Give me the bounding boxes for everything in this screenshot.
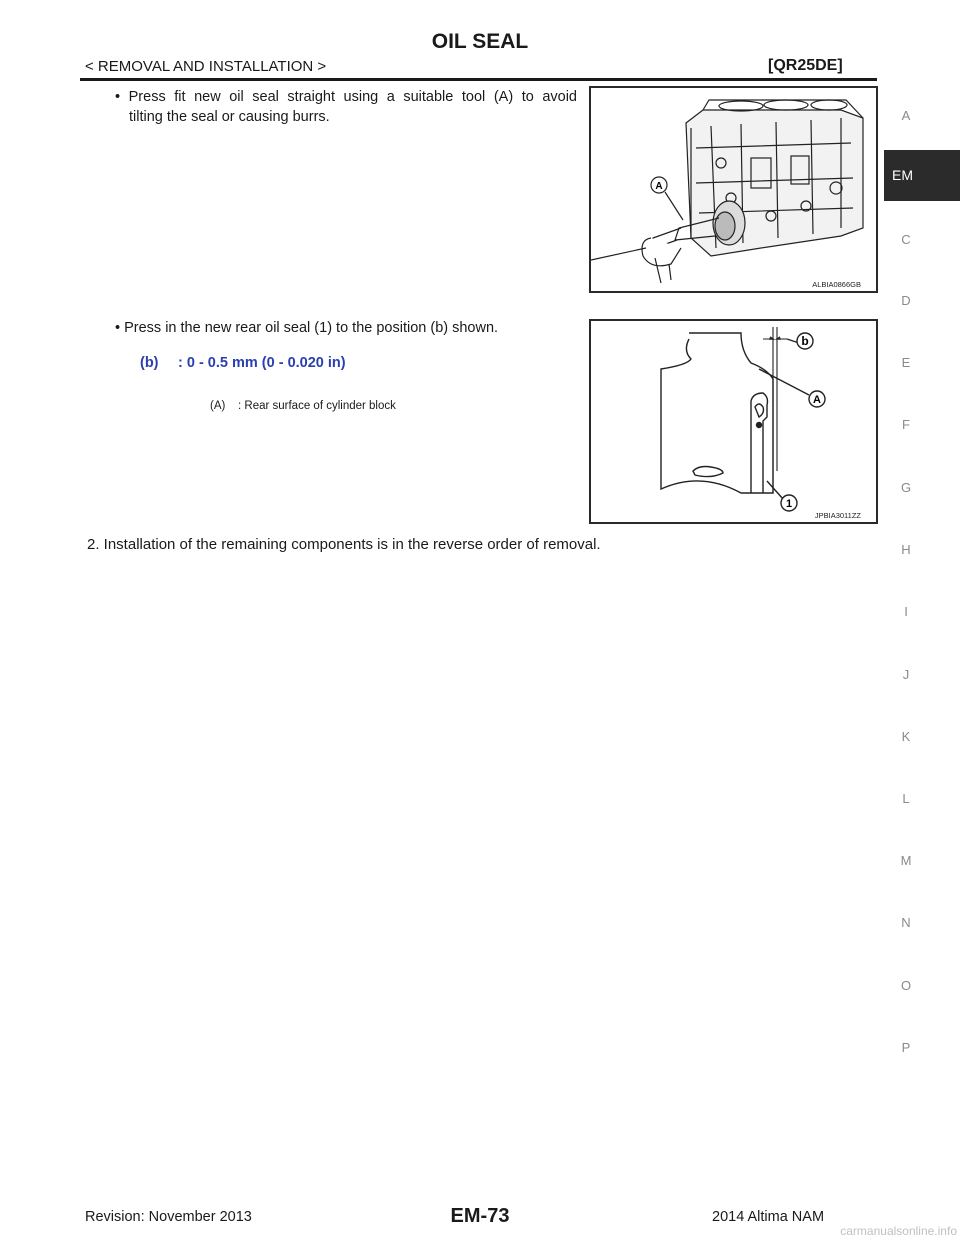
side-tab-l[interactable]: L bbox=[902, 791, 910, 806]
side-tab-e[interactable]: E bbox=[901, 355, 911, 370]
side-tab-o[interactable]: O bbox=[900, 978, 912, 993]
spec-dimension bbox=[140, 355, 346, 371]
bullet-press-in: • Press in the new rear oil seal (1) to the position (b) shown. bbox=[115, 320, 499, 336]
side-tab-m[interactable]: M bbox=[900, 853, 912, 868]
page-title: OIL SEAL bbox=[431, 30, 529, 53]
side-tab-f[interactable]: F bbox=[902, 417, 910, 432]
step-2: 2. Installation of the remaining components is in the reverse order of removal. bbox=[87, 536, 601, 553]
side-tab-p[interactable]: P bbox=[901, 1040, 911, 1055]
side-tab-em[interactable]: EM bbox=[884, 150, 960, 201]
figure-press-fit-drawing bbox=[591, 88, 876, 291]
side-tab-g[interactable]: G bbox=[900, 480, 912, 495]
engine-code: [QR25DE] bbox=[768, 57, 843, 74]
fig2-callout-a: A bbox=[813, 394, 821, 406]
fig2-callout-b: b bbox=[801, 334, 809, 348]
bullet-press-fit bbox=[115, 87, 577, 127]
side-tab-c[interactable]: C bbox=[901, 232, 911, 247]
footer-page-number: EM-73 bbox=[450, 1205, 510, 1227]
side-tab-k[interactable]: K bbox=[901, 729, 911, 744]
header-rule bbox=[80, 78, 877, 81]
figure-seal-position-drawing bbox=[591, 321, 876, 522]
legend-label: (A) bbox=[210, 400, 226, 412]
spec-value: : 0 - 0.5 mm (0 - 0.020 in) bbox=[178, 355, 346, 371]
fig1-code: ALBIA0866GB bbox=[812, 280, 861, 289]
spec-label: (b) bbox=[140, 355, 159, 371]
fig1-callout-a: A bbox=[655, 181, 663, 192]
side-tab-j[interactable]: J bbox=[902, 667, 910, 682]
fig2-callout-1: 1 bbox=[785, 498, 793, 510]
side-tab-n[interactable]: N bbox=[901, 915, 911, 930]
side-tab-d[interactable]: D bbox=[901, 293, 911, 308]
legend-rear-surface bbox=[210, 400, 396, 412]
bullet-press-fit-line2: tilting the seal or causing burrs. bbox=[129, 109, 330, 125]
figure-seal-position bbox=[589, 319, 878, 524]
legend-value: : Rear surface of cylinder block bbox=[238, 400, 396, 412]
side-tab-h[interactable]: H bbox=[901, 542, 911, 557]
section-label: < REMOVAL AND INSTALLATION > bbox=[85, 58, 327, 75]
footer-model: 2014 Altima NAM bbox=[712, 1209, 825, 1225]
figure-press-fit-tool bbox=[589, 86, 878, 293]
footer-revision: Revision: November 2013 bbox=[85, 1209, 252, 1225]
footer-watermark: carmanualsonline.info bbox=[840, 1224, 957, 1238]
bullet-press-fit-line1: • Press fit new oil seal straight using a suitable tool (A) to avoid bbox=[115, 89, 577, 105]
side-tab-i[interactable]: I bbox=[904, 604, 908, 619]
fig2-code: JPBIA3011ZZ bbox=[814, 511, 861, 520]
side-tab-a[interactable]: A bbox=[901, 108, 911, 123]
